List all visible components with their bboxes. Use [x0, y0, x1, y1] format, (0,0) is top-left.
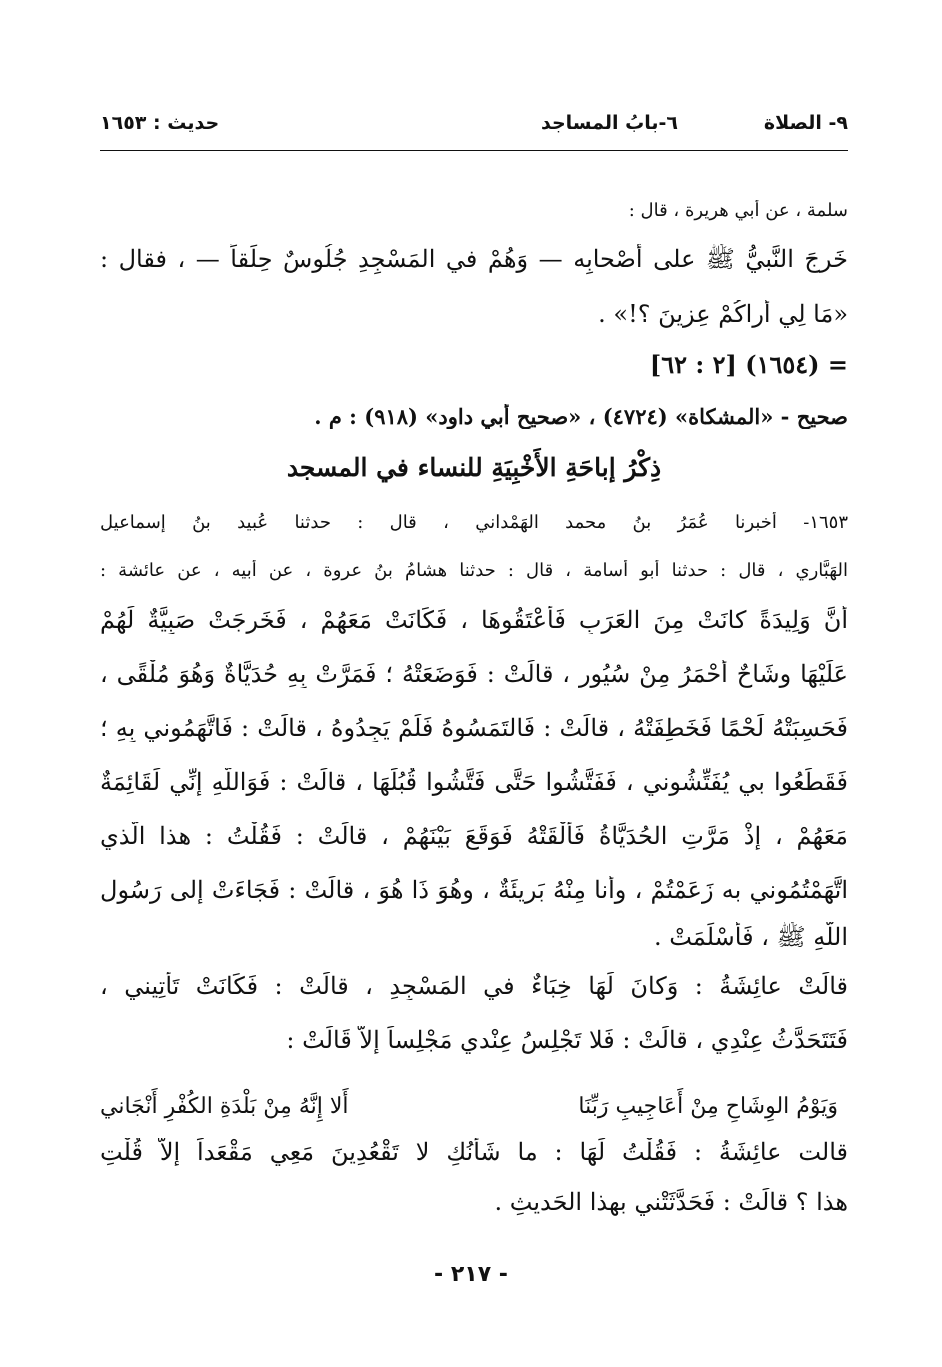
text-line: فَتَتَحَدَّثُ عِنْدِي ، قالَتْ : فَلا تَجْلِسُ عِنْدي مَجْلِساً إلاَّ قَالَتْ : [286, 1026, 848, 1054]
text-line: قالت عائِشَةُ : فَقُلْتُ لَهَا : ما شَأْنُكِ لا تَقْعُدِينَ مَعِي مَقْعَداً إلاَّ قُلْتِ [100, 1138, 848, 1166]
running-header [100, 108, 848, 148]
text-line: خَرجَ النَّبيُّ ﷺ على أَصْحابِه — وَهُمْ في المَسْجِدِ جُلُوسٌ حِلَقاً — ، فقال : [100, 245, 848, 273]
isnad-line: ١٦٥٣- أخبرنا عُمَرُ بنُ محمد الهَمْداني ، قال : حدثنا عُبيد بنُ إسماعيل [100, 512, 848, 533]
text-line: أنَّ وَلِيدَةً كانَتْ مِنَ العَرَبِ فَأَعْتَقُوهَا ، فَكَانَتْ مَعَهُمْ ، فَخَرجَتْ صَبِيَّةٌ لَهُمْ [100, 606, 848, 634]
page-number: - ٢١٧ - [434, 1262, 508, 1287]
text-line: سلمة ، عن أبي هريرة ، قال : [628, 200, 848, 221]
grading-line: صحيح - «المشكاة» (٤٧٢٤) ، «صحيح أبي داود» (٩١٨) : م . [314, 404, 848, 429]
header-divider [100, 150, 848, 151]
chapter-title: ٩- الصلاة [763, 112, 848, 134]
section-title-header: ٦-بابُ المساجد [541, 112, 678, 134]
verse-hemistich-second: أَلا إِنَّهُ مِنْ بَلْدَةِ الكُفْرِ أَنْجَاني [100, 1094, 349, 1119]
text-line: عَلَيْهَا وِشَاحٌ أَحْمَرُ مِنْ سُيُور ، قالَتْ : فَوَضَعَتْهُ ؛ فَمَرَّتْ بِهِ حُدَيَّاةٌ وَهُوَ مُلْقًى ، [100, 660, 848, 688]
verse-hemistich-first: وَيَوْمُ الوِشَاحِ مِنْ أَعَاجِيبِ رَبِّنَا [578, 1094, 838, 1119]
text-line: فَقَطَعُوا بي يُفَتِّشُوني ، فَفَتَّشُوا حَتَّى فَتَّشُوا قُبُلَهَا ، قالَتْ : فَوَاللَّهِ إِنِّي لَقَائِمَةٌ [100, 768, 848, 796]
text-line: اتَّهَمْتُمُوني به زَعَمْتُمْ ، وأنا مِنْهُ بَرِيئَةٌ ، وهُوَ ذَا هُوَ ، قالَتْ : فَجَاءَتْ إلى رَسُولِ [100, 876, 848, 904]
text-line: اللَّهِ ﷺ ، فَأَسْلَمَتْ . [654, 923, 848, 951]
text-line: هذا ؟ قالَتْ : فَحَدَّثَتْني بهذا الحَديثِ . [494, 1188, 848, 1216]
section-heading: ذِكْرُ إباحَةِ الأَخْبِيَةِ للنساء في المسجد [286, 453, 662, 482]
text-line: مَعَهُمْ ، إذْ مَرَّتِ الحُدَيَّاةُ فَأَلْقَتْهُ فَوَقَعَ بَيْنَهُمْ ، قالَتْ : فَقُلْتُ : هذا الَّذي [100, 822, 848, 850]
text-line: فَحَسِبَتْهُ لَحْمًا فَخَطِفَتْهُ ، قالَتْ : فَالتَمَسُوهُ فَلَمْ يَجِدُوهُ ، قالَتْ : فَاتَّهَمُوني بِهِ ؛ [100, 714, 848, 742]
text-line: = (١٦٥٤) [٢ : ٦٢] [649, 350, 848, 379]
isnad-line: الهَبَّاري ، قال : حدثنا أبو أسامة ، قال : حدثنا هشامُ بنُ عروة ، عن أبيه ، عن عائشة : [100, 560, 848, 581]
hadith-reference: حديث : ١٦٥٣ [100, 112, 220, 134]
text-line: «مَا لِي أَراكُمْ عِزِينَ ؟!» . [598, 300, 848, 328]
verse [100, 1094, 848, 1134]
text-line: قالَتْ عائِشَةُ : وَكانَ لَهَا خِبَاءٌ في المَسْجِدِ ، قالَتْ : فَكَانَتْ تَأْتِيني ، [100, 972, 848, 1000]
